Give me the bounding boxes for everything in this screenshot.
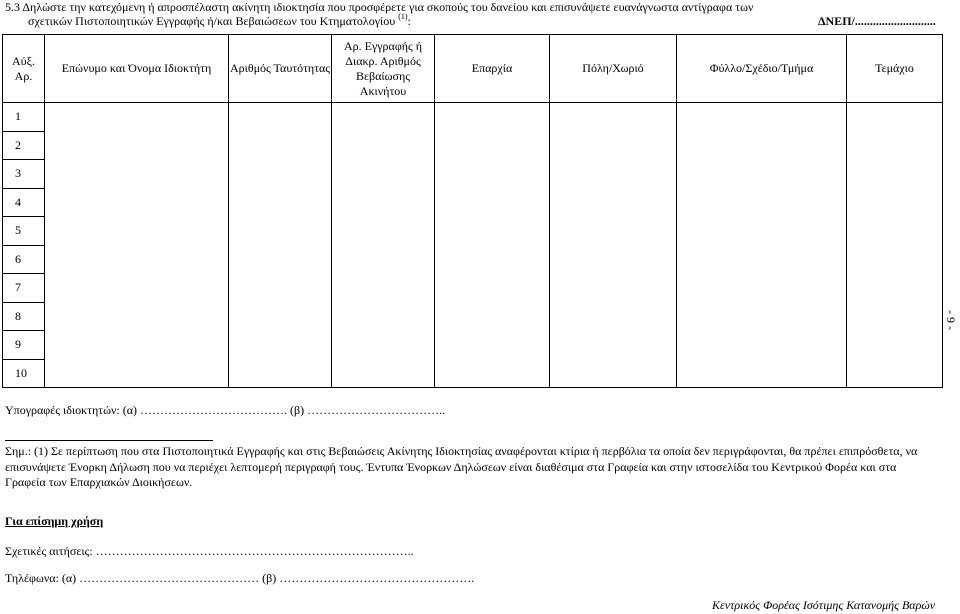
table-cell[interactable] bbox=[332, 359, 435, 388]
table-cell[interactable] bbox=[435, 131, 550, 160]
table-row bbox=[3, 302, 943, 331]
table-cell[interactable] bbox=[332, 245, 435, 274]
page-number: - 9 - bbox=[944, 310, 958, 330]
table-cell[interactable] bbox=[677, 103, 847, 132]
table-cell[interactable] bbox=[847, 359, 943, 388]
table-cell[interactable] bbox=[677, 131, 847, 160]
footnote-marker: (1) bbox=[398, 12, 408, 21]
table-cell[interactable] bbox=[550, 160, 677, 189]
table-cell[interactable] bbox=[332, 188, 435, 217]
table-cell[interactable] bbox=[332, 217, 435, 246]
table-cell[interactable] bbox=[550, 274, 677, 303]
row-number: 10 bbox=[3, 359, 45, 388]
table-cell[interactable] bbox=[435, 160, 550, 189]
section-heading-continued bbox=[28, 14, 411, 29]
table-cell[interactable] bbox=[435, 103, 550, 132]
col-header-owner-name: Επώνυμο και Όνομα Ιδιοκτήτη bbox=[45, 35, 229, 103]
table-cell[interactable] bbox=[45, 331, 229, 360]
table-cell[interactable] bbox=[45, 302, 229, 331]
table-row bbox=[3, 188, 943, 217]
row-number: 4 bbox=[3, 188, 45, 217]
col-header-id-number: Αριθμός Ταυτότητας bbox=[229, 35, 332, 103]
table-cell[interactable] bbox=[677, 331, 847, 360]
table-cell[interactable] bbox=[847, 160, 943, 189]
dnep-reference: ΔΝΕΠ/........................... bbox=[818, 14, 936, 28]
footer-organisation: Κεντρικός Φορέας Ισότιμης Κατανομής Βαρών bbox=[712, 598, 936, 612]
table-cell[interactable] bbox=[45, 274, 229, 303]
table-cell[interactable] bbox=[45, 188, 229, 217]
table-cell[interactable] bbox=[45, 217, 229, 246]
table-header-row bbox=[3, 35, 943, 103]
table-cell[interactable] bbox=[229, 331, 332, 360]
table-cell[interactable] bbox=[677, 188, 847, 217]
table-cell[interactable] bbox=[229, 359, 332, 388]
table-cell[interactable] bbox=[550, 302, 677, 331]
property-table bbox=[2, 34, 943, 388]
heading-colon: : bbox=[407, 14, 411, 28]
table-cell[interactable] bbox=[435, 274, 550, 303]
table-cell[interactable] bbox=[847, 274, 943, 303]
table-cell[interactable] bbox=[847, 188, 943, 217]
table-cell[interactable] bbox=[332, 331, 435, 360]
row-number: 8 bbox=[3, 302, 45, 331]
table-cell[interactable] bbox=[229, 217, 332, 246]
table-cell[interactable] bbox=[45, 359, 229, 388]
table-cell[interactable] bbox=[229, 131, 332, 160]
table-cell[interactable] bbox=[435, 188, 550, 217]
col-header-district: Επαρχία bbox=[435, 35, 550, 103]
table-cell[interactable] bbox=[332, 302, 435, 331]
table-cell[interactable] bbox=[332, 274, 435, 303]
table-cell[interactable] bbox=[45, 131, 229, 160]
table-cell[interactable] bbox=[45, 160, 229, 189]
table-cell[interactable] bbox=[550, 131, 677, 160]
heading-line2: σχετικών Πιστοποιητικών Εγγραφής ή/και Βεβαιώσεων του Κτηματολογίου bbox=[28, 14, 396, 28]
table-cell[interactable] bbox=[847, 245, 943, 274]
table-row bbox=[3, 359, 943, 388]
table-cell[interactable] bbox=[435, 245, 550, 274]
table-cell[interactable] bbox=[550, 245, 677, 274]
table-cell[interactable] bbox=[550, 331, 677, 360]
table-cell[interactable] bbox=[550, 103, 677, 132]
col-header-plot: Τεμάχιο bbox=[847, 35, 943, 103]
table-cell[interactable] bbox=[677, 302, 847, 331]
table-cell[interactable] bbox=[847, 217, 943, 246]
table-cell[interactable] bbox=[677, 217, 847, 246]
table-row bbox=[3, 160, 943, 189]
table-cell[interactable] bbox=[435, 217, 550, 246]
row-number: 3 bbox=[3, 160, 45, 189]
table-cell[interactable] bbox=[435, 302, 550, 331]
official-use-heading: Για επίσημη χρήση bbox=[5, 514, 104, 528]
table-cell[interactable] bbox=[847, 131, 943, 160]
table-cell[interactable] bbox=[229, 103, 332, 132]
col-header-serial: Αύξ. Αρ. bbox=[3, 35, 45, 103]
table-cell[interactable] bbox=[550, 188, 677, 217]
table-cell[interactable] bbox=[677, 160, 847, 189]
table-cell[interactable] bbox=[229, 188, 332, 217]
table-cell[interactable] bbox=[677, 274, 847, 303]
col-header-sheet-plan: Φύλλο/Σχέδιο/Τμήμα bbox=[677, 35, 847, 103]
table-cell[interactable] bbox=[847, 103, 943, 132]
table-row bbox=[3, 131, 943, 160]
table-cell[interactable] bbox=[435, 359, 550, 388]
col-header-registration: Αρ. Εγγραφής ή Διακρ. Αριθμός Βεβαίωσης Ακινήτου bbox=[332, 35, 435, 103]
table-cell[interactable] bbox=[435, 331, 550, 360]
table-cell[interactable] bbox=[45, 103, 229, 132]
table-cell[interactable] bbox=[229, 274, 332, 303]
table-cell[interactable] bbox=[550, 217, 677, 246]
table-cell[interactable] bbox=[677, 359, 847, 388]
table-cell[interactable] bbox=[332, 160, 435, 189]
table-cell[interactable] bbox=[332, 131, 435, 160]
footnote-note: Σημ.: (1) Σε περίπτωση που στα Πιστοποιητικά Εγγραφής και στις Βεβαιώσεις Ακίνητης Ιδιοκτησίας αναφέρονται κτίρια ή περβόλια τα οποία δεν περιγράφονται, θα πρέπει επιπρόσθετα, να επισυνάψετε Ένορκη Δήλωση που να περιέχει λεπτομερή περιγραφή τους. Έντυπα Ένορκων Δηλώσεων είναι διαθέσιμα στα Γραφεία και στην ιστοσελίδα του Κεντρικού Φορέα και στα Γραφεία των Επαρχιακών Διοικήσεων. bbox=[5, 444, 918, 489]
table-cell[interactable] bbox=[847, 331, 943, 360]
related-applications-field[interactable]: Σχετικές αιτήσεις: …………………………………………………………………….. bbox=[5, 544, 414, 558]
table-row bbox=[3, 331, 943, 360]
owner-signatures: Υπογραφές ιδιοκτητών: (α) ………………………………. (β) …………………………….. bbox=[5, 403, 446, 417]
row-number: 9 bbox=[3, 331, 45, 360]
section-heading: 5.3 Δηλώστε την κατεχόμενη ή απροσπέλαστη ακίνητη ιδιοκτησία που προσφέρετε για σκοπούς του δανείου και επισυνάψετε ευανάγνωστα αντίγραφα των bbox=[5, 0, 754, 14]
row-number: 2 bbox=[3, 131, 45, 160]
table-cell[interactable] bbox=[45, 245, 229, 274]
table-cell[interactable] bbox=[229, 160, 332, 189]
row-number: 7 bbox=[3, 274, 45, 303]
table-cell[interactable] bbox=[677, 245, 847, 274]
phones-field[interactable]: Τηλέφωνα: (α) ……………………………………… (β) …………………………………………. bbox=[5, 571, 475, 585]
table-cell[interactable] bbox=[229, 245, 332, 274]
table-cell[interactable] bbox=[847, 302, 943, 331]
table-row bbox=[3, 217, 943, 246]
row-number: 6 bbox=[3, 245, 45, 274]
table-row bbox=[3, 245, 943, 274]
table-cell[interactable] bbox=[550, 359, 677, 388]
table-cell[interactable] bbox=[332, 103, 435, 132]
table-row bbox=[3, 274, 943, 303]
footnote-rule bbox=[5, 440, 213, 441]
table-row bbox=[3, 103, 943, 132]
row-number: 1 bbox=[3, 103, 45, 132]
table-cell[interactable] bbox=[229, 302, 332, 331]
row-number: 5 bbox=[3, 217, 45, 246]
col-header-town: Πόλη/Χωριό bbox=[550, 35, 677, 103]
